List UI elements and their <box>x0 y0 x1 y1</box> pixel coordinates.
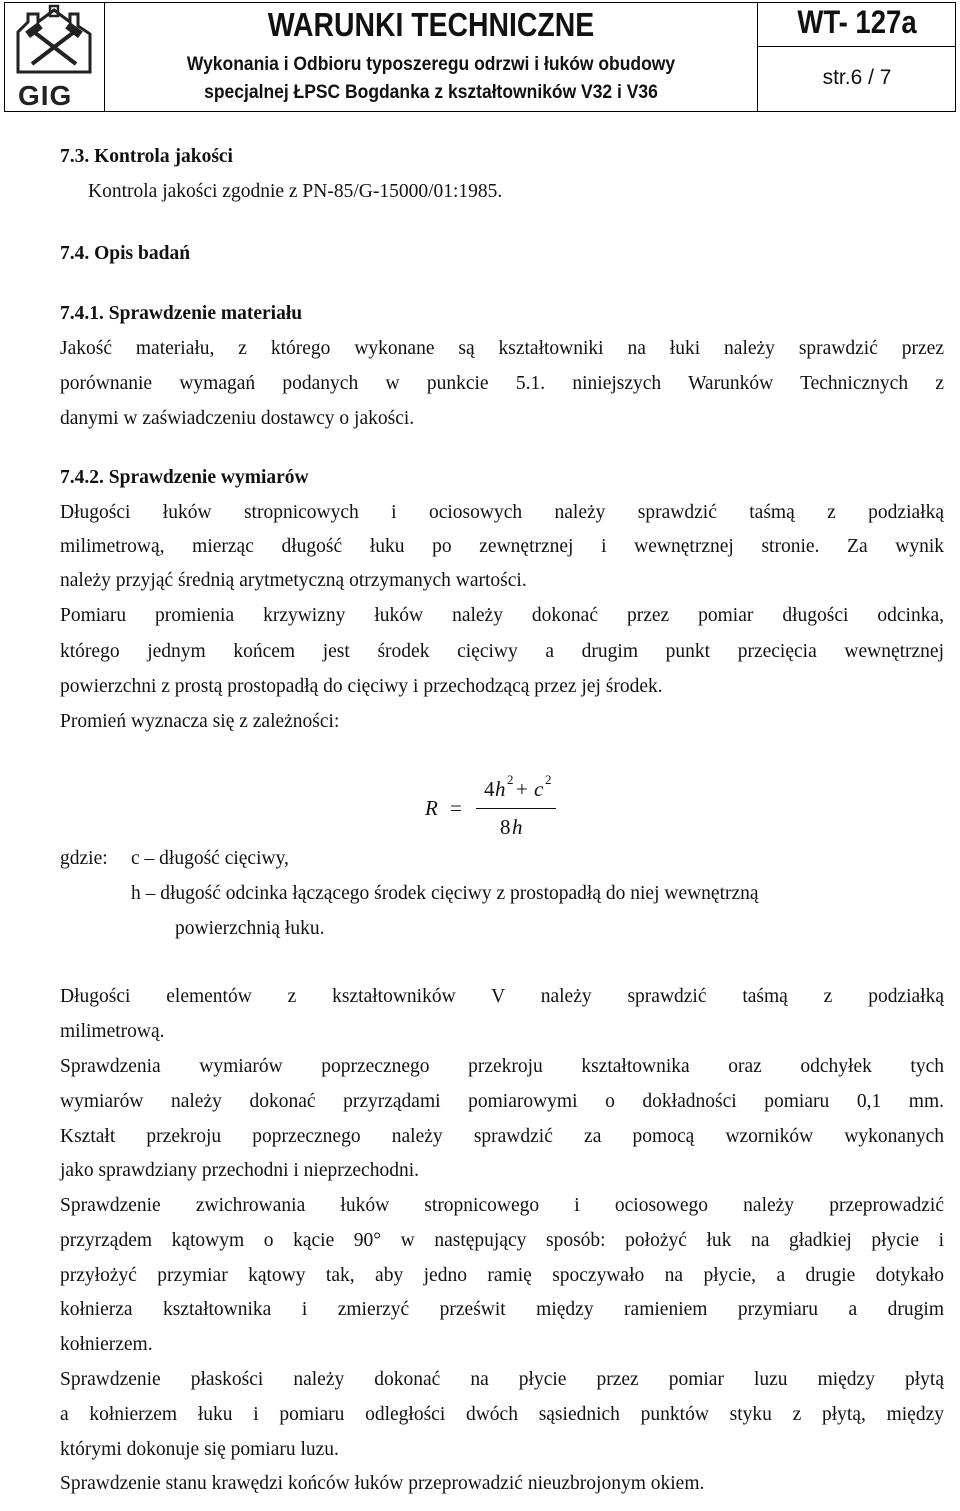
page-number: str.6 / 7 <box>822 66 892 89</box>
section-7-3-heading: 7.3. Kontrola jakości <box>60 146 233 167</box>
paragraph-line: należy przyjąć średnią arytmetyczną otrzymanych wartości. <box>60 570 527 591</box>
formula-num-c: c <box>534 777 544 801</box>
paragraph-line: powierzchni z prostą prostopadłą do cięciwy i przechodzącą przez jej środek. <box>60 676 663 697</box>
paragraph-line: Promień wyznacza się z zależności: <box>60 711 340 732</box>
logo-text: GIG <box>18 80 73 111</box>
paragraph-line: Sprawdzenie zwichrowania łuków stropnicowego i ociosowego należy przeprowadzić <box>60 1195 944 1216</box>
formula-den-h: h <box>512 815 523 839</box>
paragraph-line: milimetrową. <box>60 1021 165 1042</box>
where-c: c – długość cięciwy, <box>131 848 289 869</box>
gig-logo <box>4 2 105 112</box>
paragraph-line: porównanie wymagań podanych w punkcie 5.1. niniejszych Warunków Technicznych z <box>60 373 944 394</box>
where-label: gdzie: <box>60 848 108 869</box>
paragraph-line: kołnierza kształtownika i zmierzyć prześwit między ramieniem przymiaru a drugim <box>60 1299 944 1320</box>
formula-num-exp2: 2 <box>545 772 552 787</box>
paragraph-line: Długości łuków stropnicowych i ociosowych należy sprawdzić taśmą z podziałką <box>60 502 944 523</box>
document-subtitle-line1: Wykonania i Odbioru typoszeregu odrzwi i łuków obudowy <box>186 54 676 75</box>
section-7-4-1-heading: 7.4.1. Sprawdzenie materiału <box>60 303 303 324</box>
paragraph-line: Jakość materiału, z którego wykonane są kształtowniki na łuki należy sprawdzić przez <box>60 338 944 359</box>
paragraph-line: Sprawdzenie stanu krawędzi końców łuków przeprowadzić nieuzbrojonym okiem. <box>60 1473 705 1494</box>
paragraph-line: Pomiaru promienia krzywizny łuków należy dokonać przez pomiar długości odcinka, <box>60 605 944 626</box>
paragraph-line: którego jednym końcem jest środek cięciwy a drugim punkt przecięcia wewnętrznej <box>60 641 944 662</box>
paragraph-line: przyrządem kątowym o kącie 90° w następujący sposób: położyć łuk na gładkiej płycie i <box>60 1230 944 1251</box>
document-subtitle-line2: specjalnej ŁPSC Bogdanka z kształtowników V32 i V36 <box>204 82 658 103</box>
paragraph-line: Sprawdzenie płaskości należy dokonać na płycie przez pomiar luzu między płytą <box>60 1369 944 1390</box>
formula-num-plus: + <box>516 777 528 801</box>
where-h-line2: powierzchnią łuku. <box>175 918 325 939</box>
header-divider <box>758 46 956 47</box>
header-code-block <box>758 2 956 112</box>
paragraph-line: którymi dokonuje się pomiaru luzu. <box>60 1439 339 1460</box>
section-7-4-2-heading: 7.4.2. Sprawdzenie wymiarów <box>60 467 309 488</box>
paragraph-line: Sprawdzenia wymiarów poprzecznego przekroju kształtownika oraz odchyłek tych <box>60 1056 944 1077</box>
paragraph-line: Długości elementów z kształtowników V należy sprawdzić taśmą z podziałką <box>60 986 944 1007</box>
paragraph-line: kołnierzem. <box>60 1334 153 1355</box>
document-title: WARUNKI TECHNICZNE <box>267 6 595 43</box>
section-7-3-text: Kontrola jakości zgodnie z PN-85/G-15000/01:1985. <box>88 181 503 202</box>
paragraph-line: danymi w zaświadczeniu dostawcy o jakości. <box>60 408 415 429</box>
paragraph-line: Kształt przekroju poprzecznego należy sprawdzić za pomocą wzorników wykonanych <box>60 1126 944 1147</box>
paragraph-line: jako sprawdziany przechodni i nieprzechodni. <box>60 1160 419 1181</box>
formula-fraction-bar <box>476 808 556 809</box>
section-7-4-heading: 7.4. Opis badań <box>60 243 191 264</box>
paragraph-line: milimetrową, mierząc długość łuku po zewnętrznej i wewnętrznej stronie. Za wynik <box>60 536 944 557</box>
paragraph-line: a kołnierzem łuku i pomiaru odległości dwóch sąsiednich punktów styku z płytą, między <box>60 1404 944 1425</box>
formula-lhs: R <box>425 796 438 820</box>
paragraph-line: wymiarów należy dokonać przyrządami pomiarowymi o dokładności pomiaru 0,1 mm. <box>60 1091 944 1112</box>
document-code: WT- 127a <box>797 4 917 40</box>
where-h-line1: h – długość odcinka łączącego środek cięciwy z prostopadłą do niej wewnętrzną <box>131 883 759 904</box>
formula-num-coef: 4 <box>484 777 495 801</box>
paragraph-line: przyłożyć przymiar kątowy tak, aby jedno ramię spoczywało na płycie, a drugie dotykało <box>60 1265 944 1286</box>
formula-num-h: h <box>495 777 506 801</box>
formula-den-coef: 8 <box>500 815 511 839</box>
header-title-block <box>105 2 758 112</box>
formula-num-exp1: 2 <box>507 772 514 787</box>
formula-equals: = <box>450 796 462 820</box>
